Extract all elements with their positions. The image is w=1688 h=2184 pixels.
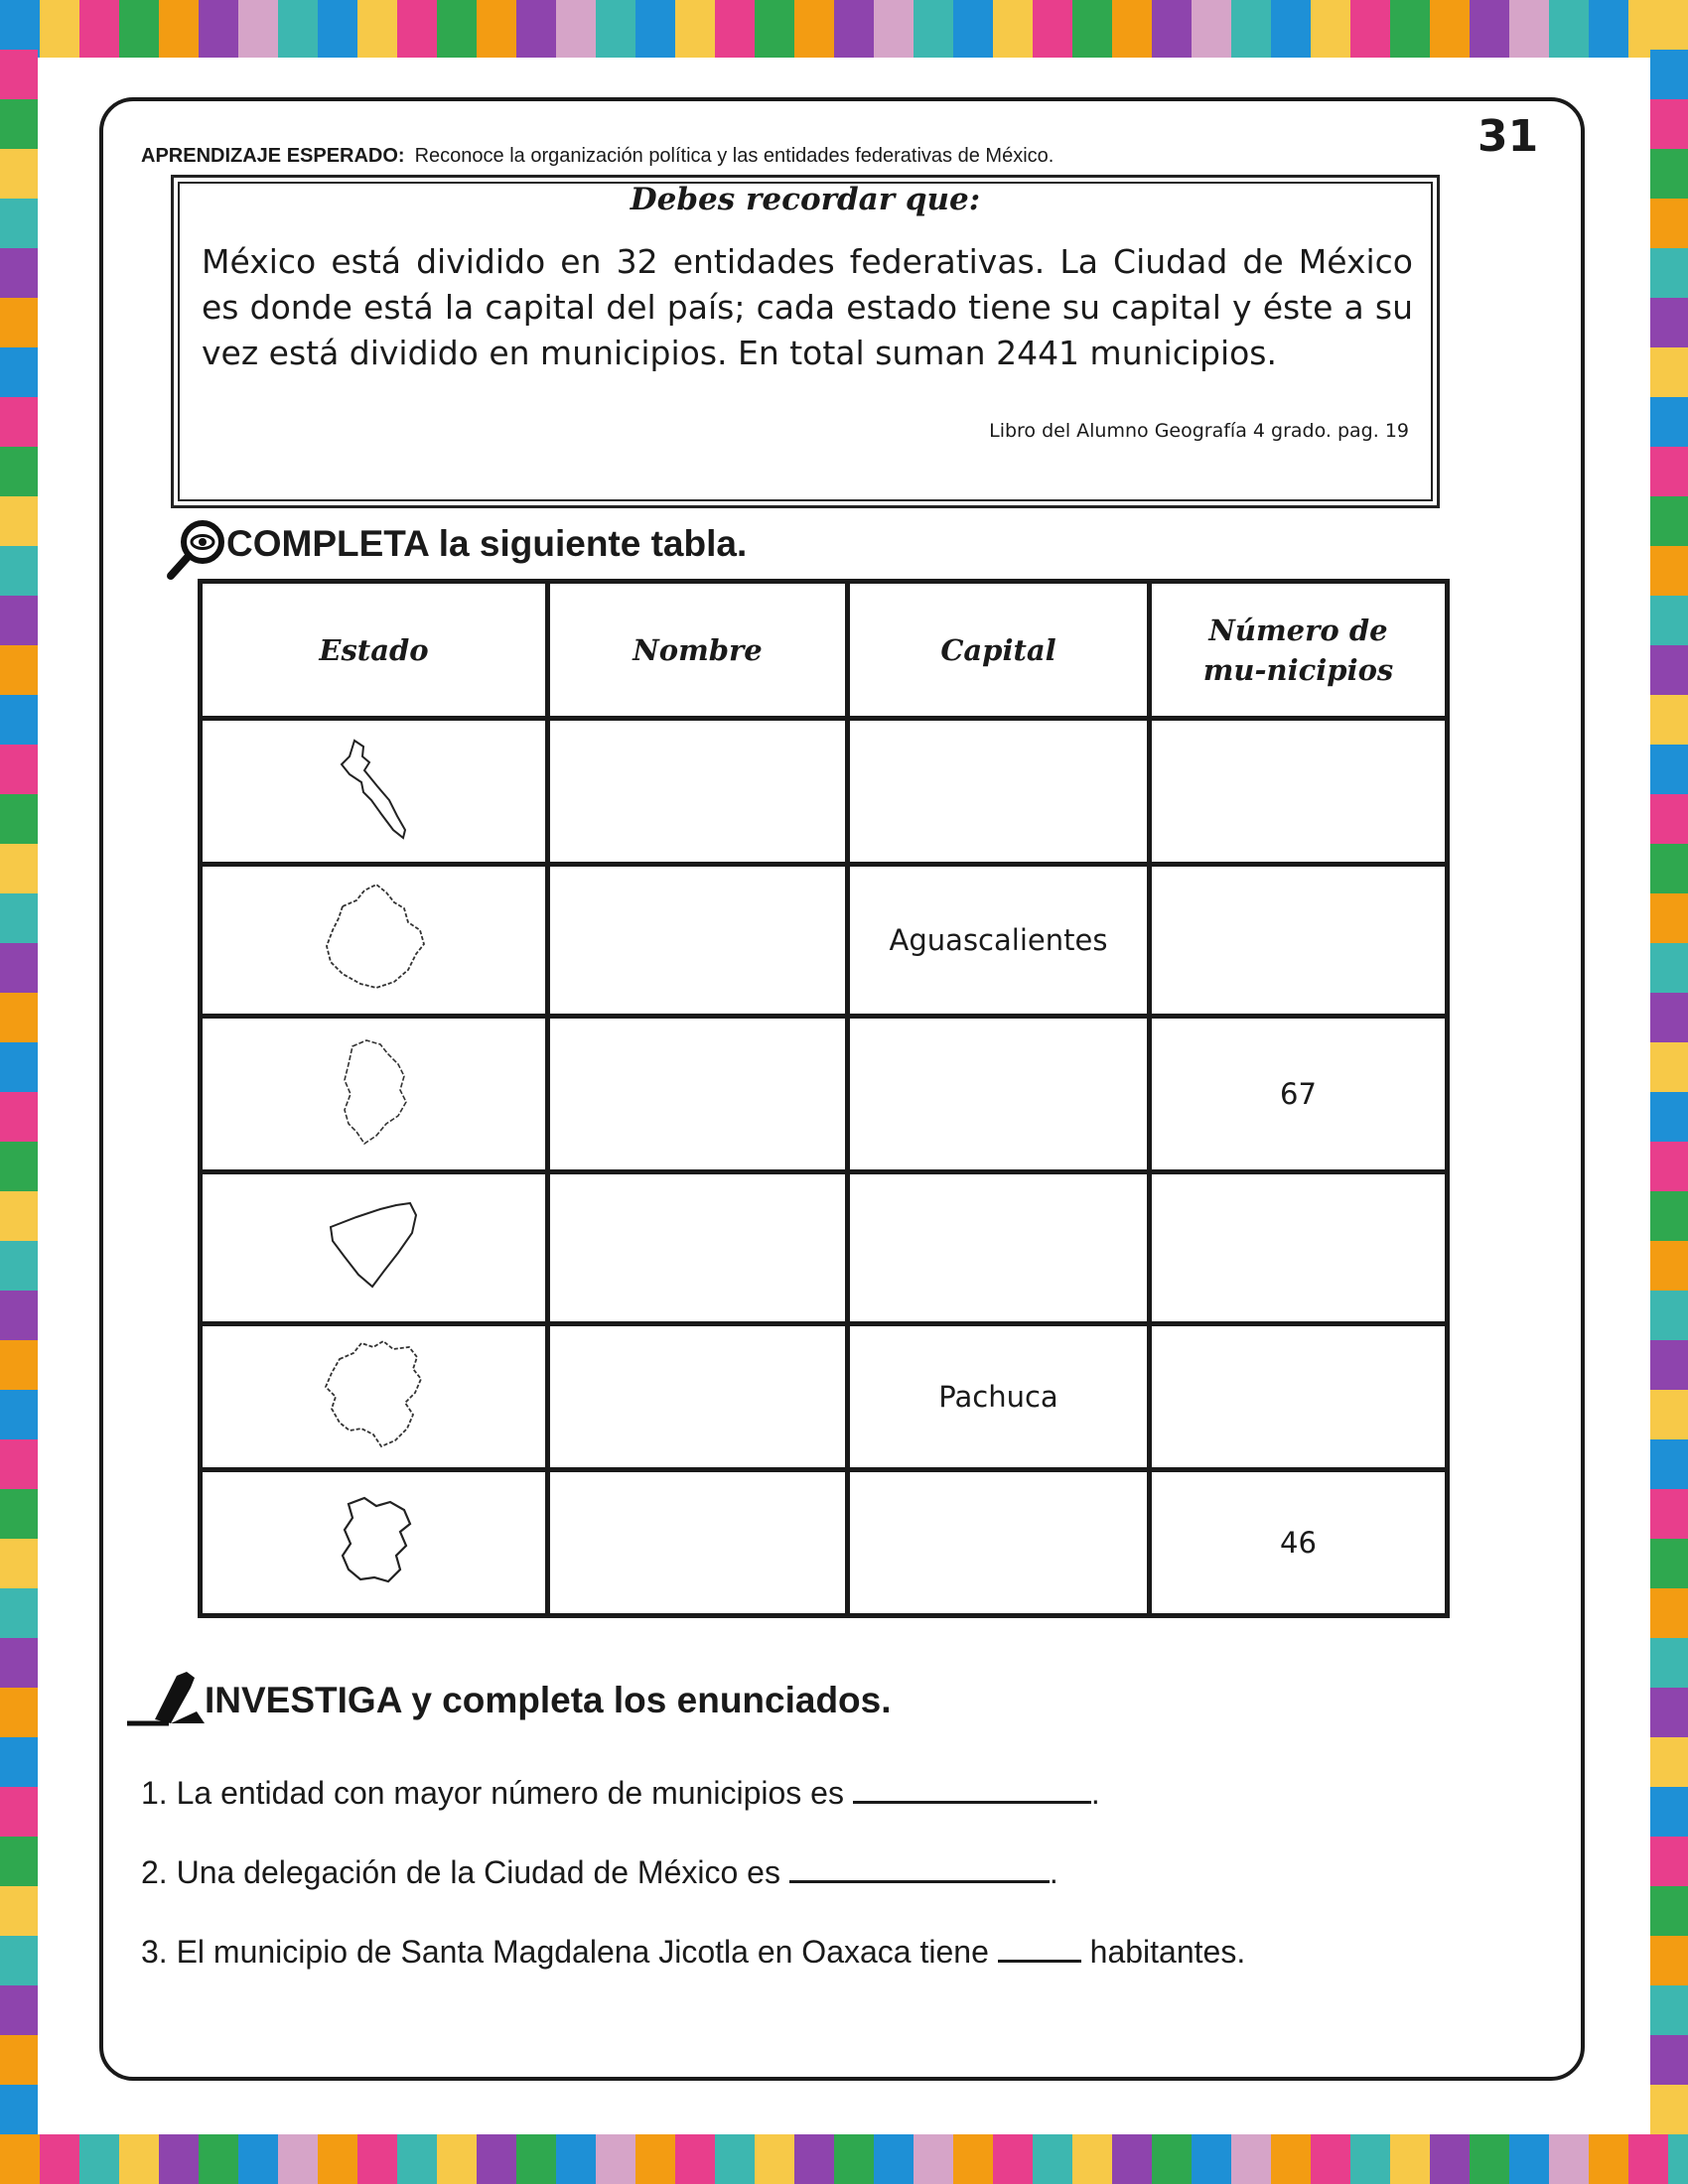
recall-text: México está dividido en 32 entidades federativas. La Ciudad de México es donde está la capital del país; cada estado tiene su capital y éste a su vez está dividido en municipios. En total suman 2441 municipios. (202, 242, 1413, 372)
decorative-border-right (1650, 0, 1688, 2184)
cell-capital[interactable] (848, 1017, 1150, 1172)
header-nombre: Nombre (548, 582, 848, 719)
table-row (201, 1017, 1448, 1172)
header-municipios: Número de mu-nicipios (1150, 582, 1448, 719)
question-3-end: habitantes. (1080, 1934, 1246, 1970)
decorative-border-top (0, 0, 1688, 58)
cell-nombre[interactable] (548, 1017, 848, 1172)
magnifier-eye-icon (165, 518, 228, 582)
recall-box (171, 175, 1440, 508)
table-row (201, 1470, 1448, 1616)
expected-learning-text: Reconoce la organización política y las entidades federativas de México. (414, 145, 1055, 167)
cell-capital[interactable] (848, 1470, 1150, 1616)
table-header-row (201, 582, 1448, 719)
state-outline-2 (201, 865, 548, 1017)
cell-nombre[interactable] (548, 1470, 848, 1616)
cell-capital[interactable]: Aguascalientes (848, 865, 1150, 1017)
table-row (201, 865, 1448, 1017)
state-outline-5 (201, 1324, 548, 1470)
page-number: 31 (1477, 111, 1539, 162)
table-row (201, 1172, 1448, 1324)
states-table (198, 579, 1450, 1618)
table-section-heading: COMPLETA la siguiente tabla. (226, 523, 748, 564)
recall-source: Libro del Alumno Geografía 4 grado. pag. 19 (989, 420, 1409, 442)
cell-municipios[interactable] (1150, 865, 1448, 1017)
cell-municipios[interactable] (1150, 719, 1448, 865)
expected-learning-label: APRENDIZAJE ESPERADO: (141, 145, 405, 167)
question-2 (141, 1850, 1058, 1891)
cell-municipios[interactable]: 67 (1150, 1017, 1448, 1172)
state-outline-3 (201, 1017, 548, 1172)
recall-title: Debes recordar que: (630, 182, 981, 217)
cell-nombre[interactable] (548, 719, 848, 865)
state-outline-4 (201, 1172, 548, 1324)
question-3 (141, 1930, 1245, 1971)
expected-learning (141, 145, 1054, 168)
table-row (201, 1324, 1448, 1470)
table-row (201, 719, 1448, 865)
question-1-text: 1. La entidad con mayor número de municipios es (141, 1775, 853, 1811)
header-capital: Capital (848, 582, 1150, 719)
state-outline-1 (201, 719, 548, 865)
cell-municipios[interactable] (1150, 1324, 1448, 1470)
cell-nombre[interactable] (548, 865, 848, 1017)
question-1 (141, 1771, 1100, 1812)
cell-municipios[interactable] (1150, 1172, 1448, 1324)
question-1-blank[interactable] (853, 1771, 1091, 1804)
header-estado: Estado (201, 582, 548, 719)
question-1-end: . (1090, 1775, 1100, 1811)
question-2-end: . (1049, 1854, 1058, 1890)
decorative-border-bottom (0, 2134, 1688, 2184)
cell-capital[interactable]: Pachuca (848, 1324, 1150, 1470)
question-3-blank[interactable] (998, 1930, 1081, 1963)
investigate-section-heading: INVESTIGA y completa los enunciados. (205, 1680, 892, 1720)
question-2-text: 2. Una delegación de la Ciudad de México es (141, 1854, 789, 1890)
decorative-border-left (0, 0, 38, 2184)
cell-municipios[interactable]: 46 (1150, 1470, 1448, 1616)
state-outline-6 (201, 1470, 548, 1616)
question-3-text: 3. El municipio de Santa Magdalena Jicotla en Oaxaca tiene (141, 1934, 998, 1970)
cell-nombre[interactable] (548, 1172, 848, 1324)
pencil-writing-icon (125, 1668, 209, 1727)
cell-nombre[interactable] (548, 1324, 848, 1470)
cell-capital[interactable] (848, 719, 1150, 865)
question-2-blank[interactable] (789, 1850, 1050, 1883)
cell-capital[interactable] (848, 1172, 1150, 1324)
